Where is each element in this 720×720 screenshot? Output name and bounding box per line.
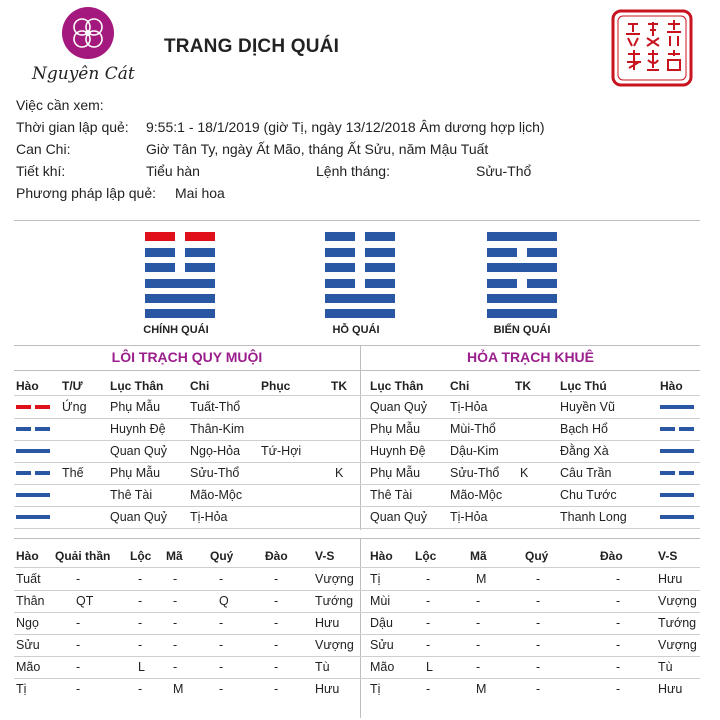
lenh-thang-label: Lệnh tháng:	[316, 163, 390, 179]
left-line-2-yin-seg-1	[16, 427, 31, 431]
hexagram-1-line-4-yang	[145, 279, 215, 288]
attr-cell: -	[219, 682, 224, 696]
seal-icon	[610, 8, 694, 88]
hexagram-1-line-6-yang	[145, 309, 215, 318]
luc-thu-cell: Huyền Vũ	[560, 400, 615, 414]
attr-cell: Hưu	[315, 682, 340, 696]
luc-than-cell: Phụ Mẫu	[110, 400, 161, 414]
chi-cell: Mão-Mộc	[190, 488, 243, 502]
attr-cell: -	[219, 616, 224, 630]
attr-cell: -	[173, 660, 178, 674]
attr-cell-right: -	[616, 616, 621, 630]
left-line-4-yin-seg-2	[35, 471, 50, 475]
luc-thu-cell: Bạch Hổ	[560, 422, 608, 436]
attr-cell: -	[274, 616, 279, 630]
attr-cell-right: -	[476, 660, 481, 674]
attr-cell-right: Vượng	[658, 594, 697, 608]
attr-cell: Vượng	[315, 638, 354, 652]
header-loc: Lộc	[130, 549, 152, 563]
attr-cell: M	[173, 682, 184, 696]
header-luc-than-right: Lục Thân	[370, 379, 424, 393]
divider	[14, 538, 700, 539]
header-ma: Mã	[166, 549, 183, 563]
chi-cell: Thân-Kim	[190, 422, 245, 436]
attr-cell: Ngọ	[16, 616, 39, 630]
attr-cell: Tướng	[315, 594, 354, 608]
attr-cell: -	[138, 682, 143, 696]
tk-cell: K	[335, 466, 344, 480]
attr-cell-right: M	[476, 682, 487, 696]
luc-thu-cell: Đằng Xà	[560, 444, 609, 458]
attr-cell: -	[138, 616, 143, 630]
phuong-phap-label: Phương pháp lập quẻ:	[16, 185, 156, 201]
chi-cell: Tuất-Thổ	[190, 400, 241, 414]
luc-than-cell: Quan Quỷ	[110, 444, 167, 458]
left-line-3-yang	[16, 449, 50, 453]
attr-cell: Hưu	[315, 616, 340, 630]
attr-cell-right: -	[616, 638, 621, 652]
right-line-2-yin-seg-1	[660, 427, 675, 431]
attr-cell: -	[76, 638, 81, 652]
left-line-6-yang	[16, 515, 50, 519]
left-hexagram-name: LÔI TRẠCH QUY MUỘI	[111, 349, 263, 365]
right-chi-cell: Dậu-Kim	[450, 444, 499, 458]
hexagram-2-line-3-yin-seg-1	[325, 263, 355, 272]
header-quy-right: Quý	[525, 549, 549, 563]
right-line-6-yang	[660, 515, 694, 519]
luc-than-cell: Quan Quỷ	[110, 510, 167, 524]
attr-cell-right: -	[426, 616, 431, 630]
header-tu: T/Ư	[62, 379, 83, 393]
can-chi-label: Can Chi:	[16, 141, 71, 157]
left-line-1-yin-seg-2	[35, 405, 50, 409]
hexagram-3-line-6-yang	[487, 309, 557, 318]
row-divider	[14, 634, 700, 635]
divider	[14, 345, 700, 346]
attr-cell: Vượng	[315, 572, 354, 586]
can-chi-value: Giờ Tân Ty, ngày Ất Mão, tháng Ất Sửu, năm Mậu Tuất	[146, 141, 489, 157]
hexagram-label-bien-quai: BIẾN QUÁI	[493, 324, 551, 336]
header-luc-than: Lục Thân	[110, 379, 164, 393]
divider	[14, 220, 700, 221]
chi-cell: Ngọ-Hỏa	[190, 444, 241, 458]
row-divider	[14, 590, 700, 591]
attr-cell-right: -	[426, 638, 431, 652]
attr-cell: Tị	[16, 682, 27, 696]
header-ma-right: Mã	[470, 549, 487, 563]
attr-cell-right: -	[536, 638, 541, 652]
row-divider	[14, 567, 700, 568]
attr-cell: -	[76, 616, 81, 630]
tu-cell: Ứng	[62, 400, 87, 414]
right-chi-cell: Mùi-Thổ	[450, 422, 496, 436]
thoi-gian-value: 9:55:1 - 18/1/2019 (giờ Tị, ngày 13/12/2018 Âm dương hợp lịch)	[146, 119, 545, 135]
attr-cell-right: -	[426, 594, 431, 608]
hexagram-3-line-2-yin-seg-2	[527, 248, 557, 257]
row-divider	[14, 506, 700, 507]
attr-cell-right: -	[476, 616, 481, 630]
lotus-logo-icon	[60, 6, 116, 60]
row-divider	[14, 484, 700, 485]
attr-cell-right: -	[616, 572, 621, 586]
hexagram-2-line-1-yin-seg-1	[325, 232, 355, 241]
header-hao-bottom: Hào	[16, 549, 39, 563]
right-line-4-yin-seg-2	[679, 471, 694, 475]
attr-cell: -	[76, 660, 81, 674]
hexagram-2-line-6-yang	[325, 309, 395, 318]
attr-cell-right: -	[616, 594, 621, 608]
tu-cell: Thế	[62, 466, 84, 480]
attr-cell-right: -	[616, 660, 621, 674]
hexagram-2-line-2-yin-seg-2	[365, 248, 395, 257]
divider	[14, 370, 700, 371]
attr-cell-right: -	[426, 682, 431, 696]
hexagram-1-line-1-yin-seg-1	[145, 232, 175, 241]
attr-cell: -	[138, 572, 143, 586]
header-quai-than: Quải thần	[55, 549, 111, 563]
attr-cell-right: Hưu	[658, 682, 683, 696]
hexagram-2-line-4-yin-seg-2	[365, 279, 395, 288]
right-line-4-yin-seg-1	[660, 471, 675, 475]
seal-stamp	[610, 8, 694, 88]
attr-cell: Tù	[315, 660, 330, 674]
right-tk-cell: K	[520, 466, 529, 480]
attr-cell: Tuất	[16, 572, 41, 586]
attr-cell: L	[138, 660, 145, 674]
logo	[30, 6, 140, 90]
attr-cell-right: -	[536, 660, 541, 674]
right-line-3-yang	[660, 449, 694, 453]
right-line-2-yin-seg-2	[679, 427, 694, 431]
attr-cell-right: Vượng	[658, 638, 697, 652]
attr-cell: -	[173, 594, 178, 608]
attr-cell: -	[274, 594, 279, 608]
attr-cell: -	[138, 594, 143, 608]
attr-cell: -	[219, 660, 224, 674]
hexagram-1-line-5-yang	[145, 294, 215, 303]
right-chi-cell: Mão-Mộc	[450, 488, 503, 502]
hexagram-3-line-2-yin-seg-1	[487, 248, 517, 257]
hexagram-3-line-4-yin-seg-2	[527, 279, 557, 288]
row-divider	[14, 678, 700, 679]
right-line-1-yang	[660, 405, 694, 409]
hexagram-2-line-1-yin-seg-2	[365, 232, 395, 241]
lenh-thang-value: Sửu-Thổ	[476, 163, 532, 179]
right-luc-than-cell: Quan Quỷ	[370, 400, 427, 414]
attr-cell: Mão	[16, 660, 41, 674]
right-luc-than-cell: Thê Tài	[370, 488, 413, 502]
right-chi-cell: Sửu-Thổ	[450, 466, 500, 480]
header-hao-right: Hào	[660, 379, 683, 393]
attr-cell: Thân	[16, 594, 45, 608]
attr-cell: -	[173, 616, 178, 630]
header-vs-right: V-S	[658, 549, 678, 563]
left-line-4-yin-seg-1	[16, 471, 31, 475]
right-luc-than-cell: Quan Quỷ	[370, 510, 427, 524]
attr-cell: Q	[219, 594, 229, 608]
luc-thu-cell: Câu Trần	[560, 466, 612, 480]
hexagram-label-chinh-quai: CHÍNH QUÁI	[143, 324, 209, 336]
chi-cell: Sửu-Thổ	[190, 466, 240, 480]
header-chi: Chi	[190, 379, 210, 393]
attr-cell: QT	[76, 594, 94, 608]
header-vs: V-S	[315, 549, 335, 563]
attr-cell-right: Tù	[658, 660, 673, 674]
right-luc-than-cell: Phụ Mẫu	[370, 422, 421, 436]
row-divider	[14, 656, 700, 657]
header-tk: TK	[331, 379, 347, 393]
header-luc-thu: Lục Thú	[560, 379, 607, 393]
row-divider	[14, 528, 700, 529]
luc-than-cell: Huynh Đệ	[110, 422, 166, 436]
hexagram-1-line-3-yin-seg-2	[185, 263, 215, 272]
attr-cell: -	[274, 572, 279, 586]
viec-can-xem-label: Việc cần xem:	[16, 97, 104, 113]
header-dao-right: Đào	[600, 549, 623, 563]
chi-cell: Tị-Hỏa	[190, 510, 228, 524]
left-line-1-yin-seg-1	[16, 405, 31, 409]
hexagram-3-line-3-yang	[487, 263, 557, 272]
hexagram-3-line-5-yang	[487, 294, 557, 303]
left-line-2-yin-seg-2	[35, 427, 50, 431]
attr-cell-right: -	[426, 572, 431, 586]
row-divider	[14, 418, 700, 419]
attr-cell: -	[219, 572, 224, 586]
hexagram-3-line-1-yang	[487, 232, 557, 241]
header-quy: Quý	[210, 549, 234, 563]
attr-cell-right: -	[476, 638, 481, 652]
attr-cell: -	[274, 682, 279, 696]
attr-cell-right: Mão	[370, 660, 395, 674]
hexagram-1-line-2-yin-seg-2	[185, 248, 215, 257]
luc-than-cell: Phụ Mẫu	[110, 466, 161, 480]
attr-cell-right: -	[536, 616, 541, 630]
row-divider	[14, 462, 700, 463]
hexagram-2-line-2-yin-seg-1	[325, 248, 355, 257]
hexagram-label-ho-quai: HỖ QUÁI	[332, 324, 380, 336]
attr-cell: -	[173, 572, 178, 586]
attr-cell-right: Tị	[370, 682, 381, 696]
right-chi-cell: Tị-Hỏa	[450, 510, 488, 524]
header-tk-right: TK	[515, 379, 531, 393]
attr-cell-right: Hưu	[658, 572, 683, 586]
attr-cell-right: Dậu	[370, 616, 393, 630]
attr-cell-right: Tị	[370, 572, 381, 586]
hexagram-3-line-4-yin-seg-1	[487, 279, 517, 288]
attr-cell-right: M	[476, 572, 487, 586]
luc-than-cell: Thê Tài	[110, 488, 153, 502]
attr-cell: -	[274, 660, 279, 674]
header-dao: Đào	[265, 549, 288, 563]
hexagram-2-line-5-yang	[325, 294, 395, 303]
hexagram-1-line-3-yin-seg-1	[145, 263, 175, 272]
hexagram-1-line-1-yin-seg-2	[185, 232, 215, 241]
header-chi-right: Chi	[450, 379, 470, 393]
tiet-khi-value: Tiểu hàn	[146, 163, 200, 179]
attr-cell: -	[274, 638, 279, 652]
right-luc-than-cell: Phụ Mẫu	[370, 466, 421, 480]
column-separator	[360, 345, 361, 530]
attr-cell-right: Sửu	[370, 638, 394, 652]
column-separator	[360, 538, 361, 718]
left-line-5-yang	[16, 493, 50, 497]
header-phuc: Phục	[261, 379, 291, 393]
attr-cell-right: -	[536, 594, 541, 608]
attr-cell: Sửu	[16, 638, 40, 652]
header-hao-bottom-right: Hào	[370, 549, 393, 563]
attr-cell: -	[76, 682, 81, 696]
right-luc-than-cell: Huynh Đệ	[370, 444, 426, 458]
row-divider	[14, 395, 700, 396]
brand-name: Nguyên Cát	[32, 64, 135, 84]
hexagram-2-line-3-yin-seg-2	[365, 263, 395, 272]
tiet-khi-label: Tiết khí:	[16, 163, 66, 179]
attr-cell-right: -	[476, 594, 481, 608]
luc-thu-cell: Thanh Long	[560, 510, 627, 524]
attr-cell-right: L	[426, 660, 433, 674]
right-hexagram-name: HỎA TRẠCH KHUÊ	[466, 349, 595, 365]
page-title: TRANG DỊCH QUÁI	[164, 36, 340, 57]
hexagram-1-line-2-yin-seg-1	[145, 248, 175, 257]
row-divider	[14, 612, 700, 613]
attr-cell: -	[138, 638, 143, 652]
attr-cell: -	[76, 572, 81, 586]
luc-thu-cell: Chu Tước	[560, 488, 617, 502]
attr-cell-right: -	[536, 572, 541, 586]
attr-cell-right: Mùi	[370, 594, 391, 608]
header-loc-right: Lộc	[415, 549, 437, 563]
right-line-5-yang	[660, 493, 694, 497]
thoi-gian-label: Thời gian lập quẻ:	[16, 119, 129, 135]
attr-cell-right: Tướng	[658, 616, 697, 630]
row-divider	[14, 440, 700, 441]
hexagram-2-line-4-yin-seg-1	[325, 279, 355, 288]
attr-cell: -	[173, 638, 178, 652]
right-chi-cell: Tị-Hỏa	[450, 400, 488, 414]
attr-cell: -	[219, 638, 224, 652]
attr-cell-right: -	[616, 682, 621, 696]
phuc-cell: Tứ-Hợi	[261, 444, 302, 458]
header-hao: Hào	[16, 379, 39, 393]
attr-cell-right: -	[536, 682, 541, 696]
phuong-phap-value: Mai hoa	[175, 185, 225, 201]
